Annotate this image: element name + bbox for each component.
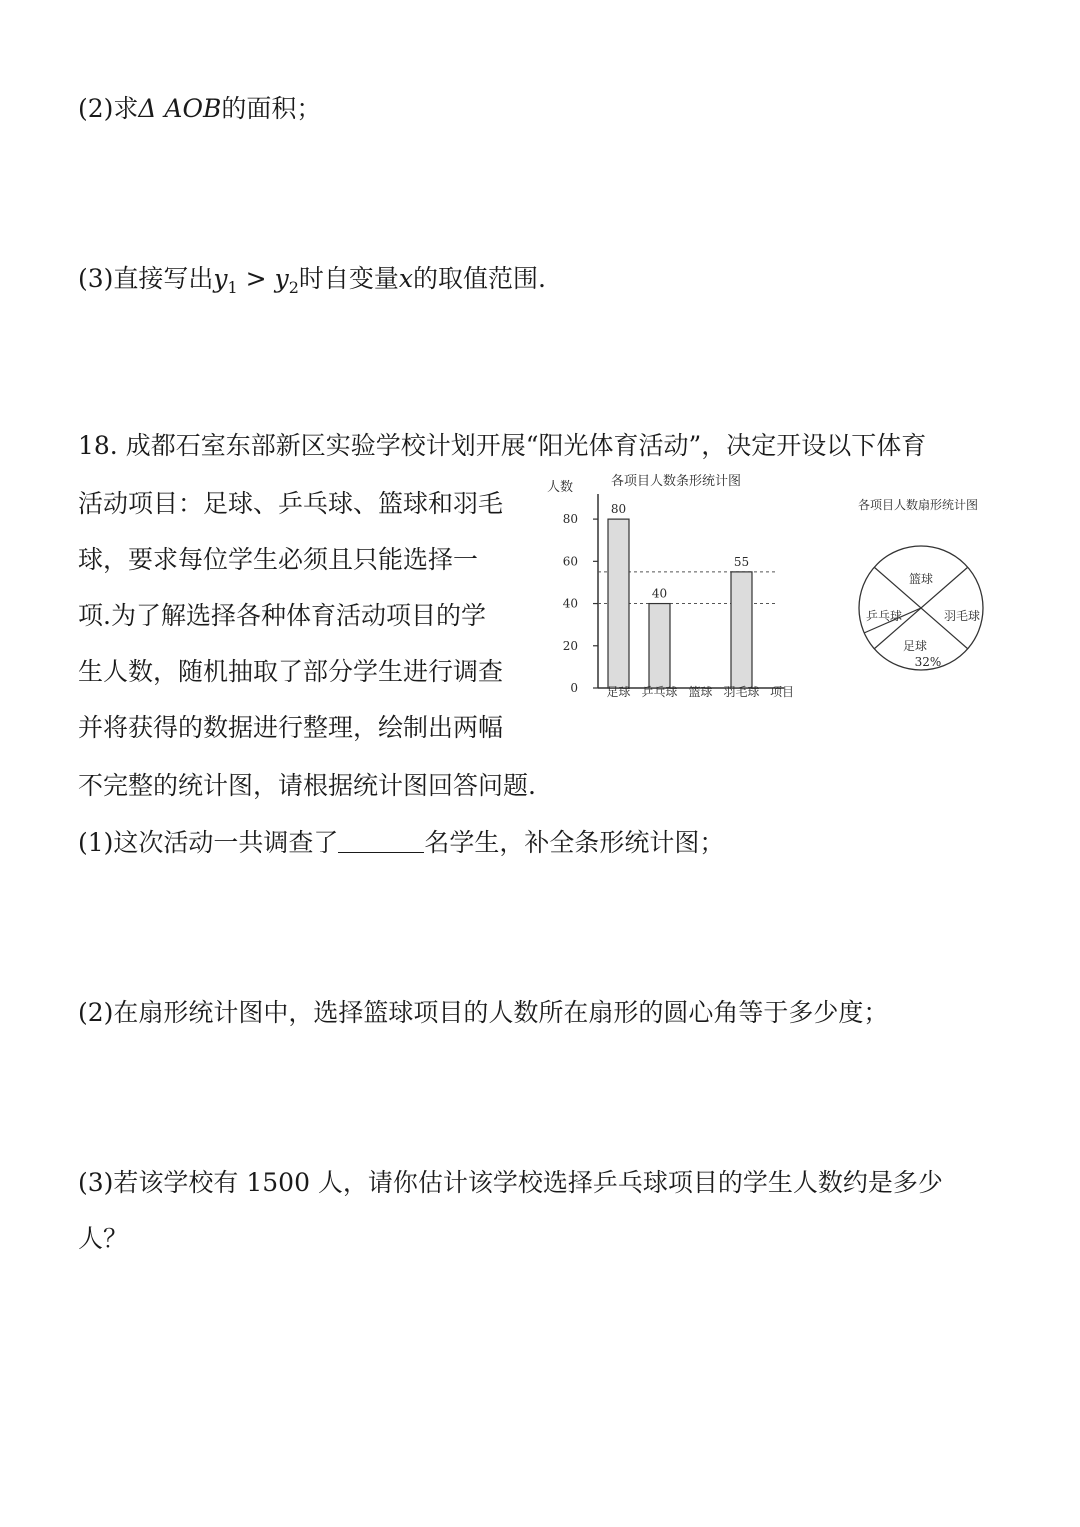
q17-part3: [78, 262, 546, 305]
q18-intro-line3: 球，要求每位学生必须且只能选择一: [78, 545, 479, 574]
x-tick-label: 羽毛球: [723, 685, 760, 699]
data-label: 55: [733, 554, 750, 569]
q18-intro-line5: 生人数，随机抽取了部分学生进行调查: [78, 657, 504, 686]
q18-intro-line1: 18. 成都石室东部新区实验学校计划开展“阳光体育活动”，决定开设以下体育: [78, 431, 927, 460]
q18-intro-line6: 并将获得的数据进行整理，绘制出两幅: [78, 713, 504, 742]
q18-intro-line7: 不完整的统计图，请根据统计图回答问题.: [78, 771, 536, 800]
x-tick-label: 足球: [606, 685, 631, 699]
q18-part3-line2: 人？: [78, 1224, 129, 1253]
bar: [608, 519, 629, 688]
x-tick-label: 篮球: [688, 685, 713, 699]
q17-part3-text-c: 的取值范围.: [413, 264, 546, 293]
bar-chart-xlabel: 项目: [769, 685, 795, 699]
x-tick-label: 乒乓球: [641, 685, 678, 699]
bar-chart-title: 各项目人数条形统计图: [610, 474, 742, 489]
q18-part2: (2)在扇形统计图中，选择篮球项目的人数所在扇形的圆心角等于多少度；: [78, 998, 889, 1027]
q18-intro-line4: 项.为了解选择各种体育活动项目的学: [78, 601, 486, 630]
bar-chart-ylabel: 人数: [546, 480, 574, 495]
q17-part3-x: x: [398, 264, 414, 293]
bar: [649, 604, 670, 688]
pie-label-pingpong: 乒乓球: [865, 609, 903, 623]
q17-part3-text-b: 时自变量: [298, 264, 399, 293]
data-label: 80: [610, 502, 627, 517]
q17-part3-text-a: (3)直接写出: [78, 264, 214, 293]
q17-part2-text-a: (2)求: [78, 94, 139, 123]
bar: [731, 572, 752, 688]
y-tick-label: 40: [562, 596, 578, 611]
y-tick-label: 20: [562, 638, 578, 653]
bar-chart: [536, 466, 798, 706]
x-tick-labels: [606, 684, 759, 699]
pie-label-badminton: 羽毛球: [943, 609, 981, 623]
y-tick-label: 80: [562, 512, 578, 527]
q17-part3-gt: >: [237, 264, 275, 293]
data-label: 40: [651, 586, 668, 601]
pie-chart: [836, 490, 1006, 690]
q18-part1-text-b: 名学生，补全条形统计图；: [424, 828, 725, 857]
q18-intro-line2: 活动项目：足球、乒乓球、篮球和羽毛: [78, 489, 504, 518]
pie-chart-title: 各项目人数扇形统计图: [857, 498, 979, 512]
pie-annotation-percent: 32%: [914, 655, 942, 669]
q17-part3-sub2: 2: [288, 278, 299, 297]
q18-part1-text-a: (1)这次活动一共调查了: [78, 828, 339, 857]
y-tick-label: 0: [570, 681, 578, 695]
bars: [608, 502, 752, 688]
q17-part3-y1: y: [213, 264, 228, 293]
q17-part3-sub1: 1: [227, 278, 238, 297]
q18-part1: [78, 826, 724, 860]
q17-part2: [78, 92, 321, 126]
answer-blank: [338, 828, 424, 853]
q17-part2-text-b: 的面积；: [221, 94, 322, 123]
q18-part3-line1: (3)若该学校有 1500 人，请你估计该学校选择乒乓球项目的学生人数约是多少: [78, 1168, 943, 1197]
q17-part2-math: Δ AOB: [138, 94, 222, 123]
pie-label-basketball: 篮球: [908, 572, 934, 586]
y-ticks: [563, 512, 598, 695]
y-tick-label: 60: [562, 554, 578, 569]
pie-label-football: 足球: [902, 639, 928, 653]
q17-part3-y2: y: [274, 264, 289, 293]
